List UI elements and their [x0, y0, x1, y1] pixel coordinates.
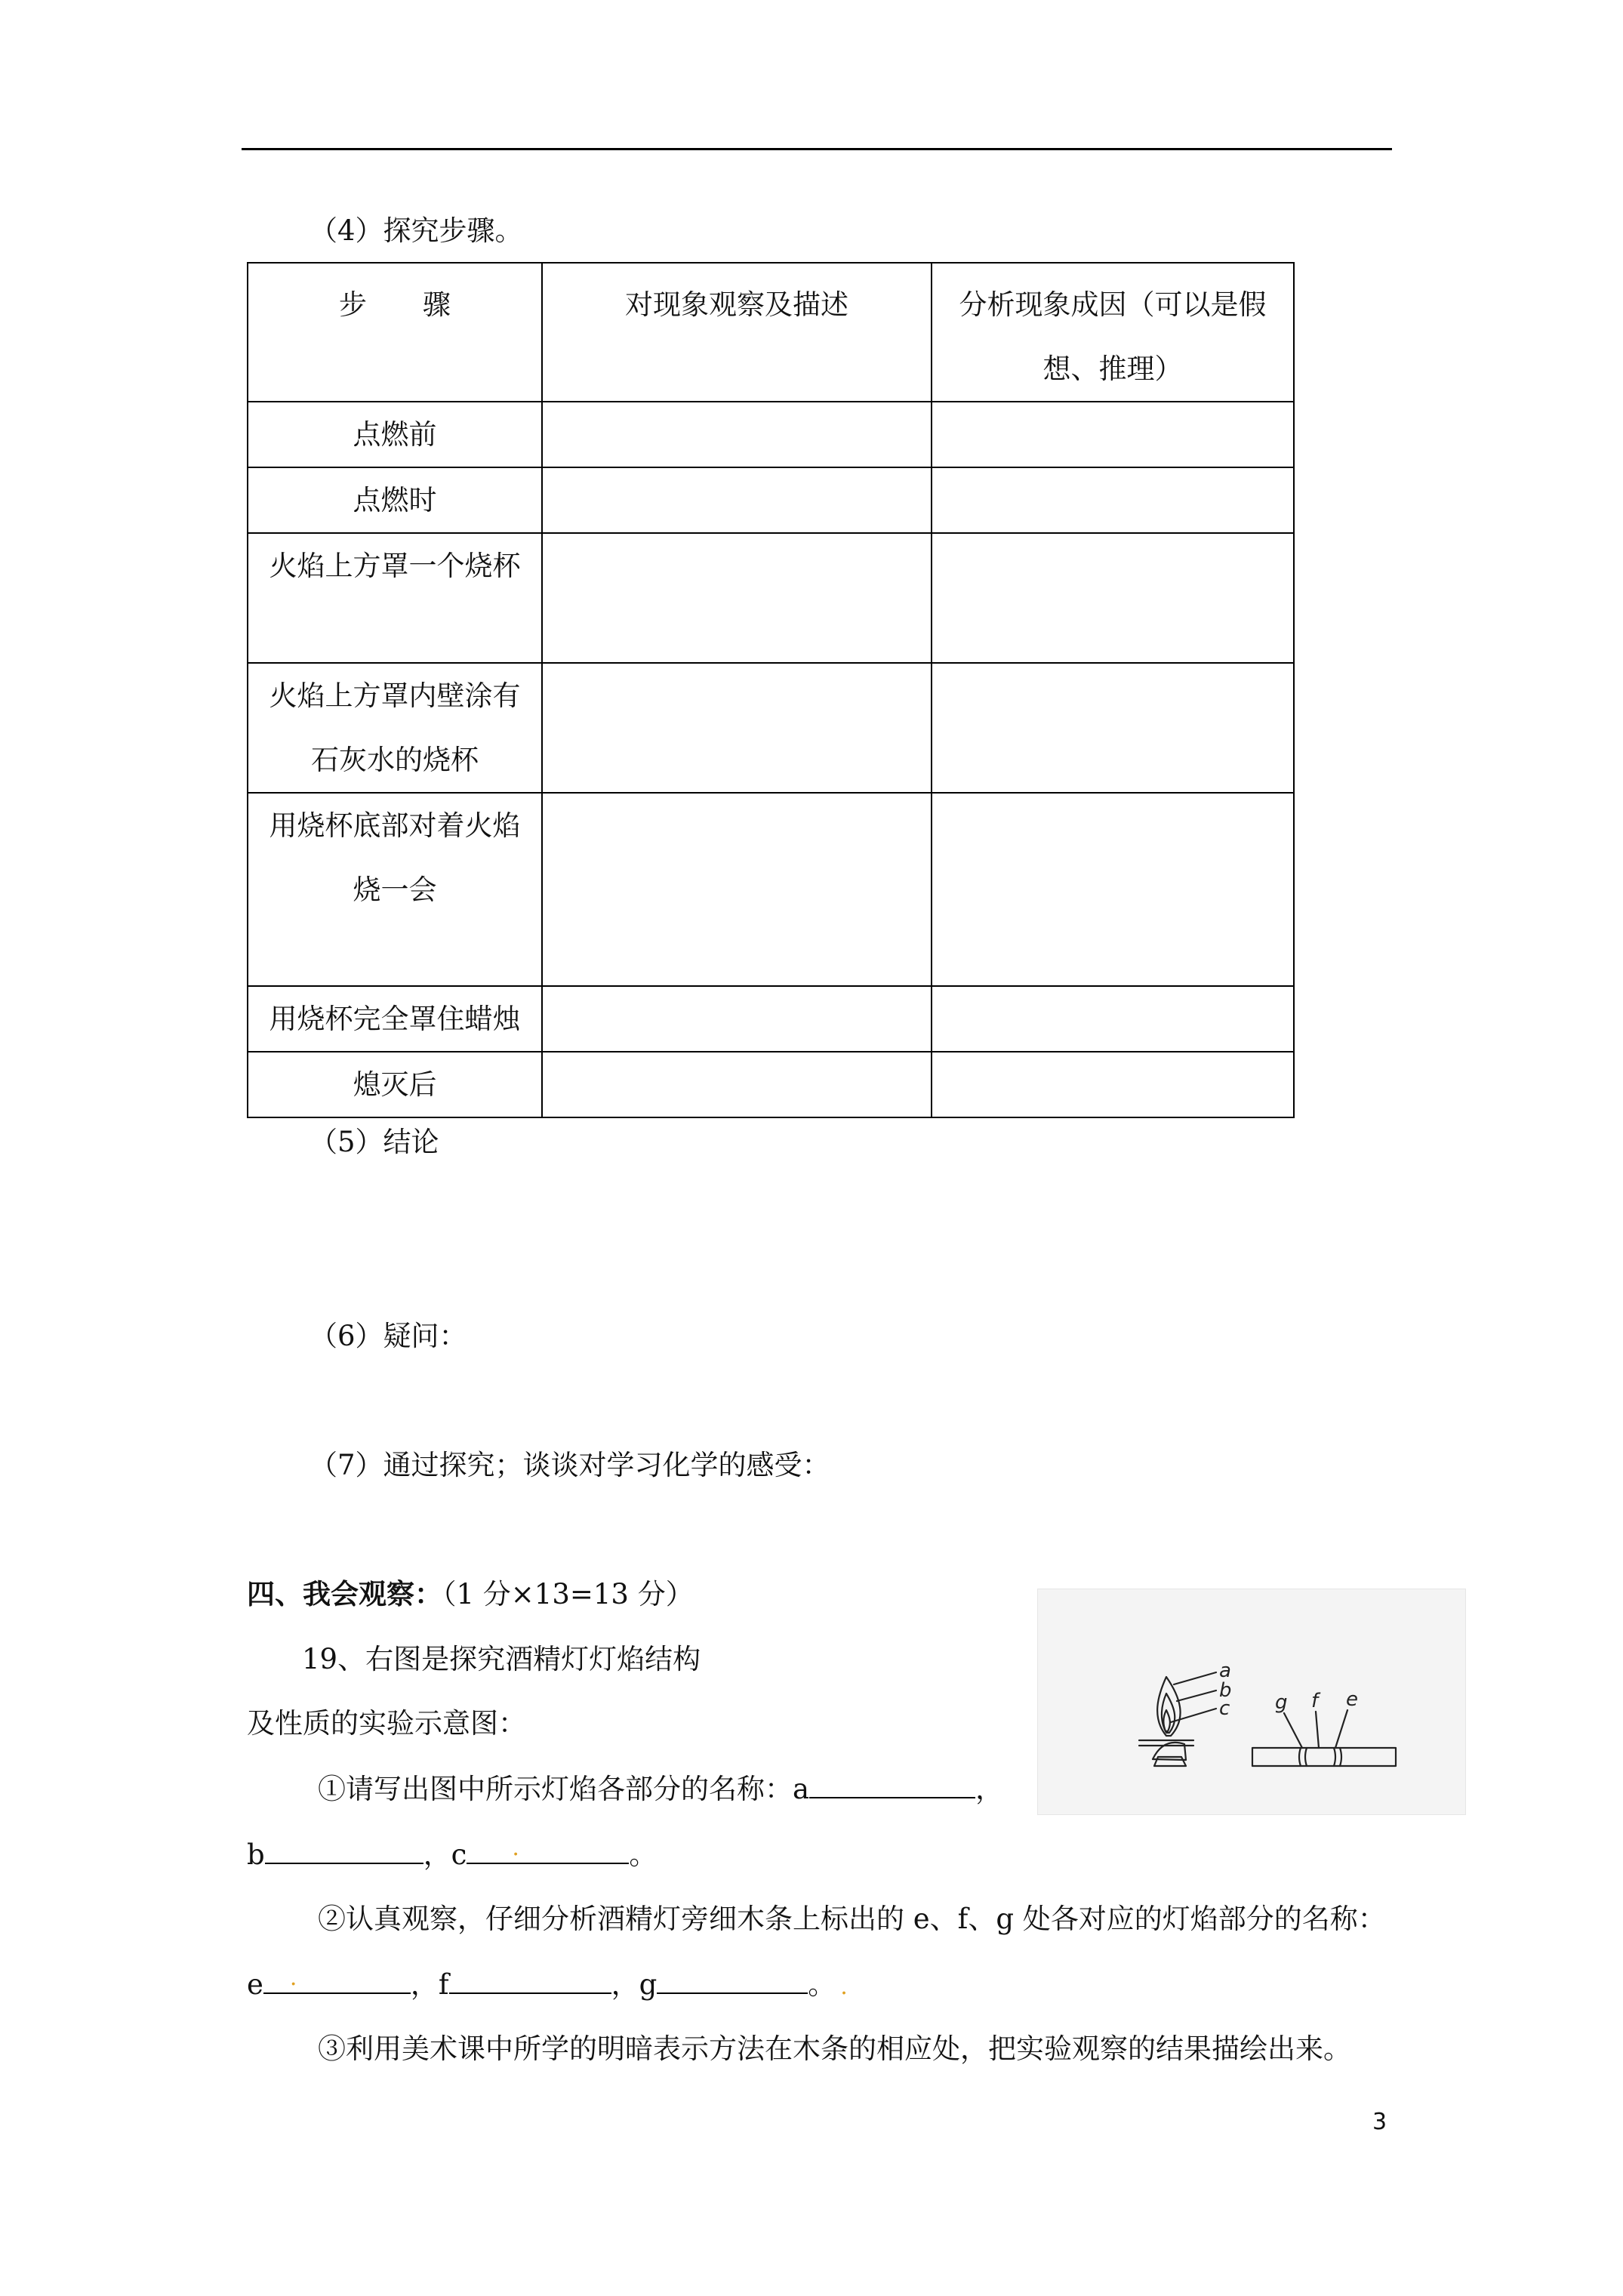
lamp-base — [1154, 1757, 1186, 1766]
observation-cell[interactable] — [542, 663, 932, 793]
section-6-title: （6）疑问： — [310, 1320, 467, 1352]
observation-cell[interactable] — [542, 986, 932, 1052]
step-cell: 点燃时 — [248, 467, 542, 533]
table-row — [248, 663, 1294, 793]
blank-a[interactable] — [809, 1774, 975, 1798]
label-e: e — [247, 1968, 263, 2001]
flame-diagram — [1038, 1589, 1465, 1814]
leader-g — [1284, 1713, 1302, 1748]
header-analysis — [932, 263, 1294, 402]
figure-label-c: c — [1219, 1697, 1230, 1720]
label-c: ，c — [423, 1838, 467, 1871]
sub-question-2: ②认真观察，仔细分析酒精灯旁细木条上标出的 e、f、g 处各对应的灯焰部分的名称： — [318, 1903, 1386, 1935]
analysis-cell[interactable] — [932, 1052, 1294, 1117]
observation-cell[interactable] — [542, 793, 932, 986]
mark-dot: . — [512, 1835, 519, 1861]
analysis-cell[interactable] — [932, 533, 1294, 663]
wood-strip — [1252, 1748, 1396, 1766]
leader-a — [1174, 1672, 1216, 1684]
step-cell: 火焰上方罩一个烧杯 — [248, 533, 542, 663]
step-cell: 用烧杯完全罩住蜡烛 — [248, 986, 542, 1052]
question-19-line1: 19、右图是探究酒精灯灯焰结构 — [302, 1643, 701, 1675]
period: 。 — [629, 1838, 658, 1871]
label-b: b — [247, 1838, 265, 1871]
steps-table — [247, 262, 1295, 1118]
table-row — [248, 1052, 1294, 1117]
leader-e — [1335, 1710, 1347, 1748]
figure-label-b: b — [1219, 1679, 1232, 1702]
figure-label-a: a — [1219, 1660, 1231, 1682]
observation-cell[interactable] — [542, 533, 932, 663]
step-cell: 火焰上方罩内壁涂有 石灰水的烧杯 — [248, 663, 542, 793]
analysis-cell[interactable] — [932, 402, 1294, 467]
part-4-heading-text: 四、我会观察： — [247, 1577, 442, 1610]
mark-dot: . — [840, 1974, 848, 2000]
section-5-title: （5）结论 — [310, 1126, 439, 1158]
blank-g[interactable] — [657, 1970, 808, 1994]
header-analysis-line2: 想、推理） — [1042, 353, 1183, 385]
sub-question-1-cont — [247, 1835, 658, 1871]
table-row — [248, 467, 1294, 533]
sub1-prefix: ①请写出图中所示灯焰各部分的名称：a — [318, 1773, 810, 1805]
blank-c[interactable] — [467, 1835, 629, 1864]
section-4-title: （4）探究步骤。 — [310, 214, 523, 247]
step-cell: 点燃前 — [248, 402, 542, 467]
table-row — [248, 986, 1294, 1052]
sub-question-2-cont — [247, 1965, 848, 2001]
step-cell: 熄灭后 — [248, 1052, 542, 1117]
sub-question-3: ③利用美术课中所学的明暗表示方法在木条的相应处，把实验观察的结果描绘出来。 — [318, 2032, 1351, 2065]
question-19-line2: 及性质的实验示意图： — [247, 1707, 526, 1740]
comma: ， — [975, 1773, 1004, 1805]
observation-cell[interactable] — [542, 1052, 932, 1117]
section-7-title: （7）通过探究；谈谈对学习化学的感受： — [310, 1449, 830, 1481]
table-header-row — [248, 263, 1294, 402]
blank-f[interactable] — [449, 1970, 611, 1994]
label-g: ，g — [611, 1968, 658, 2001]
step-cell: 用烧杯底部对着火焰 烧一会 — [248, 793, 542, 986]
analysis-cell[interactable] — [932, 467, 1294, 533]
part-4-score: （1 分×13=13 分） — [442, 1578, 694, 1610]
table-row — [248, 533, 1294, 663]
observation-cell[interactable] — [542, 467, 932, 533]
leader-b — [1177, 1690, 1216, 1701]
char-marks — [1299, 1748, 1341, 1766]
header-analysis-line1: 分析现象成因（可以是假 — [959, 288, 1267, 321]
period: 。 — [808, 1968, 836, 2001]
flame-structure-figure — [1037, 1589, 1466, 1815]
header-observation: 对现象观察及描述 — [542, 263, 932, 402]
figure-label-g: g — [1275, 1691, 1288, 1714]
figure-label-e: e — [1346, 1688, 1358, 1711]
label-f: ，f — [410, 1968, 449, 2001]
page-number: 3 — [1372, 2109, 1387, 2135]
header-rule — [242, 148, 1392, 150]
observation-cell[interactable] — [542, 402, 932, 467]
mark-dot: . — [289, 1965, 297, 1991]
part-4-heading — [247, 1577, 694, 1610]
analysis-cell[interactable] — [932, 663, 1294, 793]
sub-question-1 — [318, 1774, 1003, 1803]
blank-e[interactable] — [263, 1965, 411, 1994]
analysis-cell[interactable] — [932, 986, 1294, 1052]
blank-b[interactable] — [265, 1840, 423, 1864]
leader-c — [1171, 1709, 1216, 1722]
table-row — [248, 402, 1294, 467]
header-step: 步 骤 — [248, 263, 542, 402]
table-row — [248, 793, 1294, 986]
analysis-cell[interactable] — [932, 793, 1294, 986]
flame-inner — [1163, 1710, 1169, 1731]
figure-label-f: f — [1311, 1690, 1319, 1712]
leader-f — [1316, 1712, 1319, 1748]
